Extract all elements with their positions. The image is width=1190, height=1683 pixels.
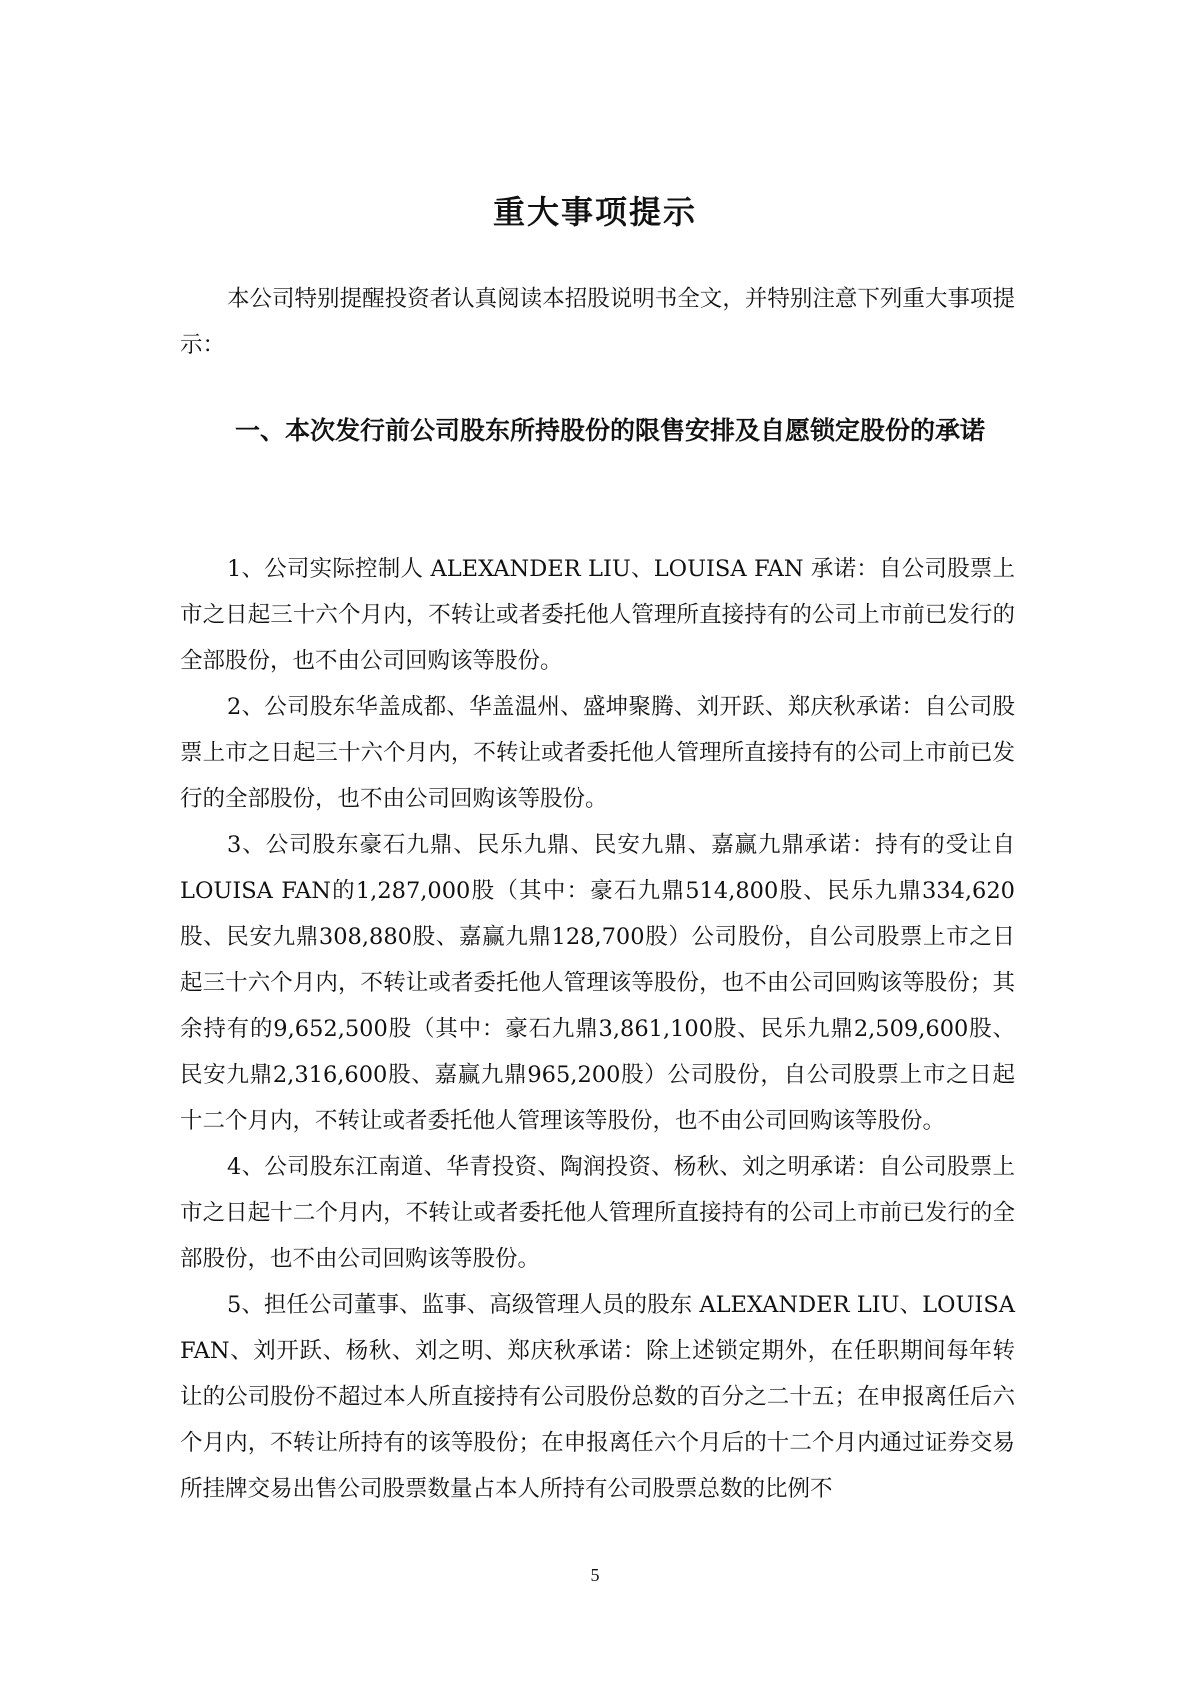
section-heading: 一、本次发行前公司股东所持股份的限售安排及自愿锁定股份的承诺 (235, 416, 986, 445)
commitment-item-3: 3、公司股东豪石九鼎、民乐九鼎、民安九鼎、嘉赢九鼎承诺：持有的受让自LOUISA FAN的1,287,000股（其中：豪石九鼎514,800股、民乐九鼎334,620股、民安九鼎308,880股、嘉赢九鼎128,700股）公司股份，自公司股票上市之日起三十六个月内，不转让或者委托他人管理该等股份，也不由公司回购该等股份；其余持有的9,652,500股（其中：豪石九鼎3,861,100股、民乐九鼎2,509,600股、民安九鼎2,316,600股、嘉赢九鼎965,200股）公司股份，自公司股票上市之日起十二个月内，不转让或者委托他人管理该等股份，也不由公司回购该等股份。 (180, 832, 1015, 1134)
commitment-item-5: 5、担任公司董事、监事、高级管理人员的股东 ALEXANDER LIU、LOUISA FAN、刘开跃、杨秋、刘之明、郑庆秋承诺：除上述锁定期外，在任职期间每年转让的公司股份不超过本人所直接持有公司股份总数的百分之二十五；在申报离任后六个月内，不转让所持有的该等股份；在申报离任六个月后的十二个月内通过证券交易所挂牌交易出售公司股票数量占本人所持有公司股票总数的比例不 (180, 1292, 1015, 1502)
intro-paragraph: 本公司特别提醒投资者认真阅读本招股说明书全文，并特别注意下列重大事项提示： (180, 286, 1015, 358)
page-number: 5 (590, 1565, 600, 1585)
commitment-item-1: 1、公司实际控制人 ALEXANDER LIU、LOUISA FAN 承诺：自公司股票上市之日起三十六个月内，不转让或者委托他人管理所直接持有的公司上市前已发行的全部股份，也不由公司回购该等股份。 (180, 556, 1015, 674)
commitment-item-2: 2、公司股东华盖成都、华盖温州、盛坤聚腾、刘开跃、郑庆秋承诺：自公司股票上市之日起三十六个月内，不转让或者委托他人管理所直接持有的公司上市前已发行的全部股份，也不由公司回购该等股份。 (180, 694, 1015, 812)
commitment-item-4: 4、公司股东江南道、华青投资、陶润投资、杨秋、刘之明承诺：自公司股票上市之日起十二个月内，不转让或者委托他人管理所直接持有的公司上市前已发行的全部股份，也不由公司回购该等股份。 (180, 1154, 1015, 1272)
commitment-list (180, 546, 1015, 1512)
page-title: 重大事项提示 (492, 193, 697, 231)
